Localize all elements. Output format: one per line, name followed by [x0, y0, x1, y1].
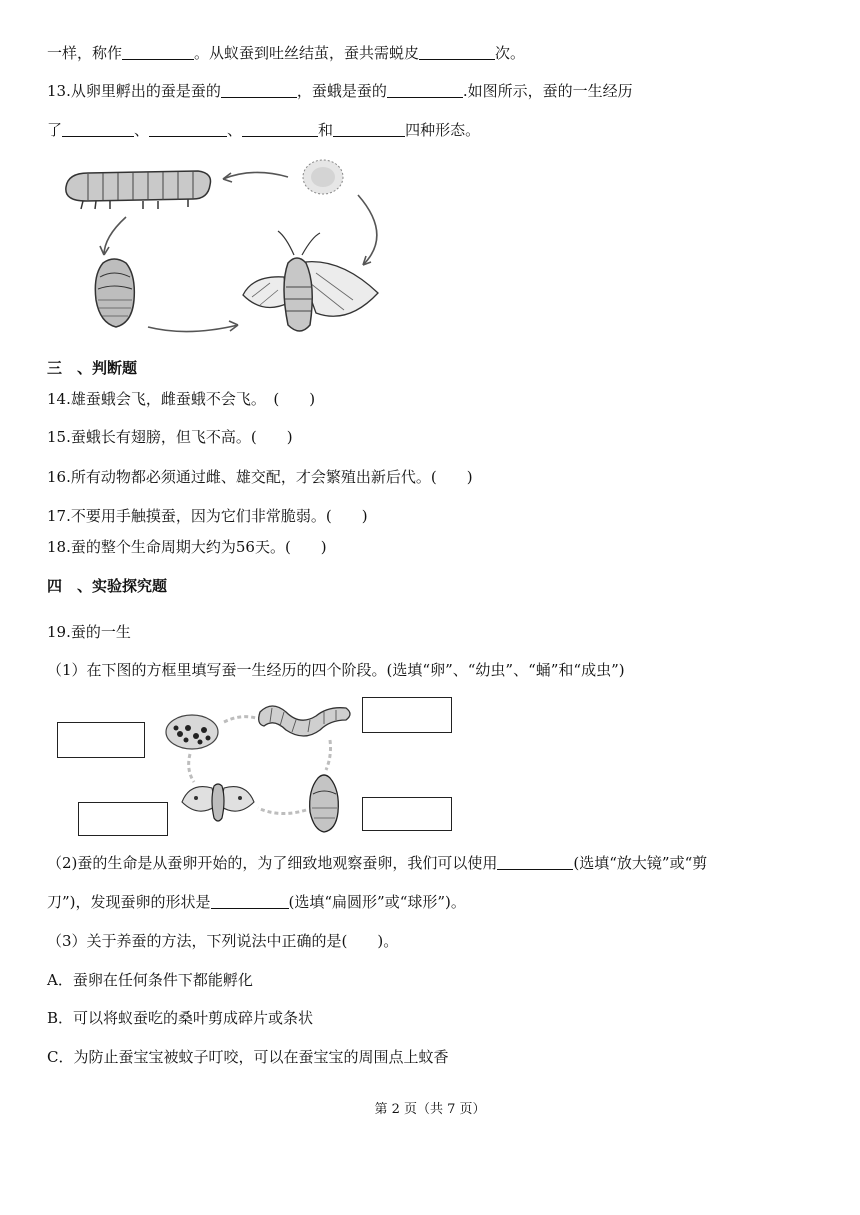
q12-text-3: 次。 — [495, 44, 526, 62]
larva-icon — [66, 171, 211, 209]
judgment-item: 14.雄蚕蛾会飞，雌蚕蛾不会飞。 ( ) — [47, 390, 316, 408]
q13-sep: 、 — [134, 121, 150, 139]
egg-cluster-icon — [166, 715, 218, 749]
q13-text-2: ，蚕蛾是蚕的 — [296, 82, 387, 100]
stage-answer-box[interactable] — [362, 697, 452, 733]
answer-blank[interactable] — [221, 82, 297, 98]
q19-sub2-line-1 — [47, 853, 707, 873]
answer-blank[interactable] — [211, 893, 289, 909]
q19-sub2-text-4: (选填“扁圆形”或“球形”)。 — [288, 893, 466, 911]
q13-text-3: .如图所示，蚕的一生经历 — [462, 82, 633, 100]
pupa-icon — [95, 259, 134, 327]
q19-sub2-text-3: 刀”)，发现蚕卵的形状是 — [47, 893, 211, 911]
judgment-item: 15.蚕蛾长有翅膀，但飞不高。( ) — [47, 428, 293, 446]
judgment-item: 17.不要用手触摸蚕，因为它们非常脆弱。( ) — [47, 507, 368, 525]
option-b[interactable]: B．可以将蚁蚕吃的桑叶剪成碎片或条状 — [47, 1009, 314, 1027]
answer-blank[interactable] — [419, 44, 495, 60]
q12-text-2: 。从蚁蚕到吐丝结茧，蚕共需蜕皮 — [194, 44, 420, 62]
section-heading-experiment: 四 、实验探究题 — [47, 577, 168, 595]
judgment-item: 18.蚕的整个生命周期大约为56天。( ) — [47, 538, 327, 556]
judgment-item: 16.所有动物都必须通过雌、雄交配，才会繁殖出新后代。( ) — [47, 468, 473, 486]
q13-line-2 — [47, 120, 480, 140]
stage-answer-box[interactable] — [78, 802, 168, 836]
q13-line-1 — [47, 81, 633, 101]
stage-answer-box[interactable] — [57, 722, 145, 758]
answer-blank[interactable] — [62, 121, 134, 137]
answer-blank[interactable] — [122, 44, 194, 60]
moth-icon — [182, 784, 254, 821]
q19-sub3: （3）关于养蚕的方法，下列说法中正确的是( )。 — [47, 932, 399, 950]
moth-icon — [243, 231, 378, 331]
q19-sub1: （1）在下图的方框里填写蚕一生经历的四个阶段。(选填“卵”、“幼虫”、“蛹”和“成虫”) — [47, 661, 625, 679]
q19-sub2-line-2 — [47, 892, 466, 912]
answer-blank[interactable] — [497, 854, 573, 870]
stage-answer-box[interactable] — [362, 797, 452, 831]
q19-title: 19.蚕的一生 — [47, 623, 131, 641]
q13-text-1: 13.从卵里孵出的蚕是蚕的 — [47, 82, 221, 100]
q12-line — [47, 43, 525, 63]
egg-icon — [303, 160, 343, 194]
page-footer: 第 2 页（共 7 页） — [374, 1102, 486, 1117]
q13-text-4: 了 — [47, 121, 63, 139]
answer-blank[interactable] — [242, 121, 318, 137]
q12-text-1: 一样，称作 — [47, 44, 123, 62]
option-c[interactable]: C．为防止蚕宝宝被蚊子叮咬，可以在蚕宝宝的周围点上蚊香 — [47, 1048, 449, 1066]
option-a[interactable]: A．蚕卵在任何条件下都能孵化 — [47, 971, 253, 989]
answer-blank[interactable] — [387, 82, 463, 98]
pupa-icon — [310, 775, 339, 832]
q13-text-5: 四种形态。 — [405, 121, 481, 139]
larva-icon — [259, 706, 350, 736]
q19-sub2-text-1: （2)蚕的生命是从蚕卵开始的，为了细致地观察蚕卵，我们可以使用 — [47, 854, 498, 872]
silkworm-lifecycle-figure — [48, 155, 388, 350]
answer-blank[interactable] — [333, 121, 405, 137]
section-heading-judgment: 三 、判断题 — [47, 359, 138, 377]
q19-lifecycle-figure — [160, 690, 360, 840]
q13-and: 和 — [318, 121, 334, 139]
answer-blank[interactable] — [149, 121, 227, 137]
q13-sep: 、 — [227, 121, 243, 139]
q19-sub2-text-2: (选填“放大镜”或“剪 — [573, 854, 708, 872]
